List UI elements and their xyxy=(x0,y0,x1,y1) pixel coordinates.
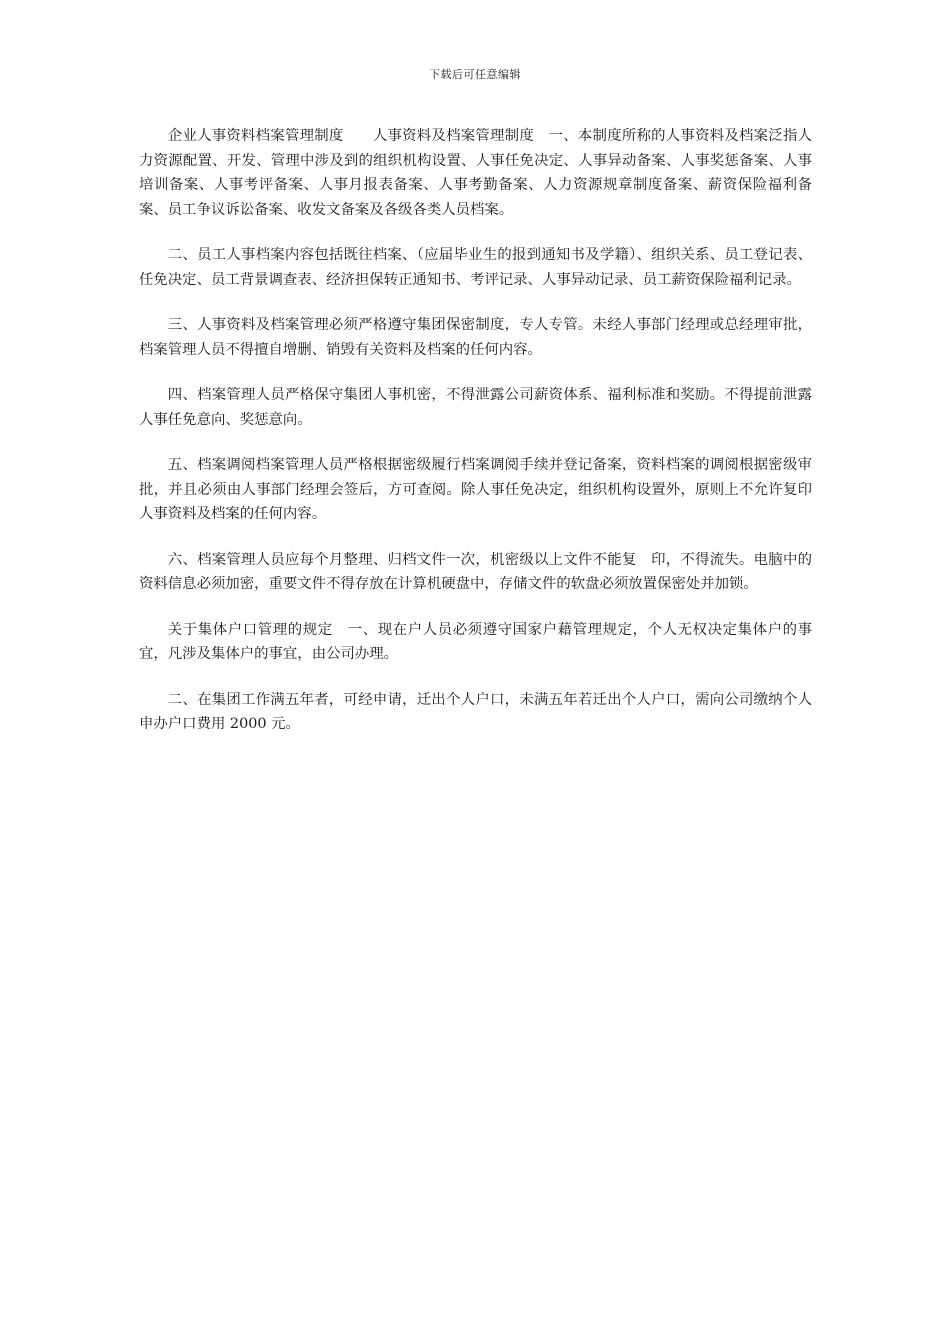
paragraph-7: 关于集体户口管理的规定 一、现在户人员必须遵守国家户藉管理规定，个人无权决定集体户的事宜，凡涉及集体户的事宜，由公司办理。 xyxy=(139,621,812,662)
paragraph-8: 二、在集团工作满五年者，可经申请，迁出个人户口，未满五年若迁出个人户口，需向公司缴纳个人申办户口费用 2000 元。 xyxy=(139,691,812,732)
paragraph-1: 企业人事资料档案管理制度 人事资料及档案管理制度 一、本制度所称的人事资料及档案泛指人力资源配置、开发、管理中涉及到的组织机构设置、人事任免决定、人事异动备案、人事奖惩备案、人事培训备案、人事考评备案、人事月报表备案、人事考勤备案、人力资源规章制度备案、薪资保险福利备案、员工争议诉讼备案、收发文备案及各级各类人员档案。 xyxy=(139,128,812,218)
document-body xyxy=(139,124,812,758)
paragraph-3: 三、人事资料及档案管理必须严格遵守集团保密制度，专人专管。未经人事部门经理或总经理审批，档案管理人员不得擅自增删、销毁有关资料及档案的任何内容。 xyxy=(139,317,812,358)
paragraph-5: 五、档案调阅档案管理人员严格根据密级履行档案调阅手续并登记备案，资料档案的调阅根据密级审批，并且必须由人事部门经理会签后，方可查阅。除人事任免决定，组织机构设置外，原则上不允许复印人事资料及档案的任何内容。 xyxy=(139,457,812,522)
paragraph-6: 六、档案管理人员应每个月整理、归档文件一次，机密级以上文件不能复 印，不得流失。电脑中的资料信息必须加密，重要文件不得存放在计算机硬盘中，存储文件的软盘必须放置保密处并加锁。 xyxy=(139,551,812,592)
paragraph-4: 四、档案管理人员严格保守集团人事机密，不得泄露公司薪资体系、福利标准和奖励。不得提前泄露人事任免意向、奖惩意向。 xyxy=(139,387,812,428)
paragraph-2: 二、员工人事档案内容包括既往档案、（应届毕业生的报到通知书及学籍）、组织关系、员工登记表、任免决定、员工背景调查表、经济担保转正通知书、考评记录、人事异动记录、员工薪资保险福利记录。 xyxy=(139,247,812,288)
header-note: 下载后可任意编辑 xyxy=(429,68,521,81)
